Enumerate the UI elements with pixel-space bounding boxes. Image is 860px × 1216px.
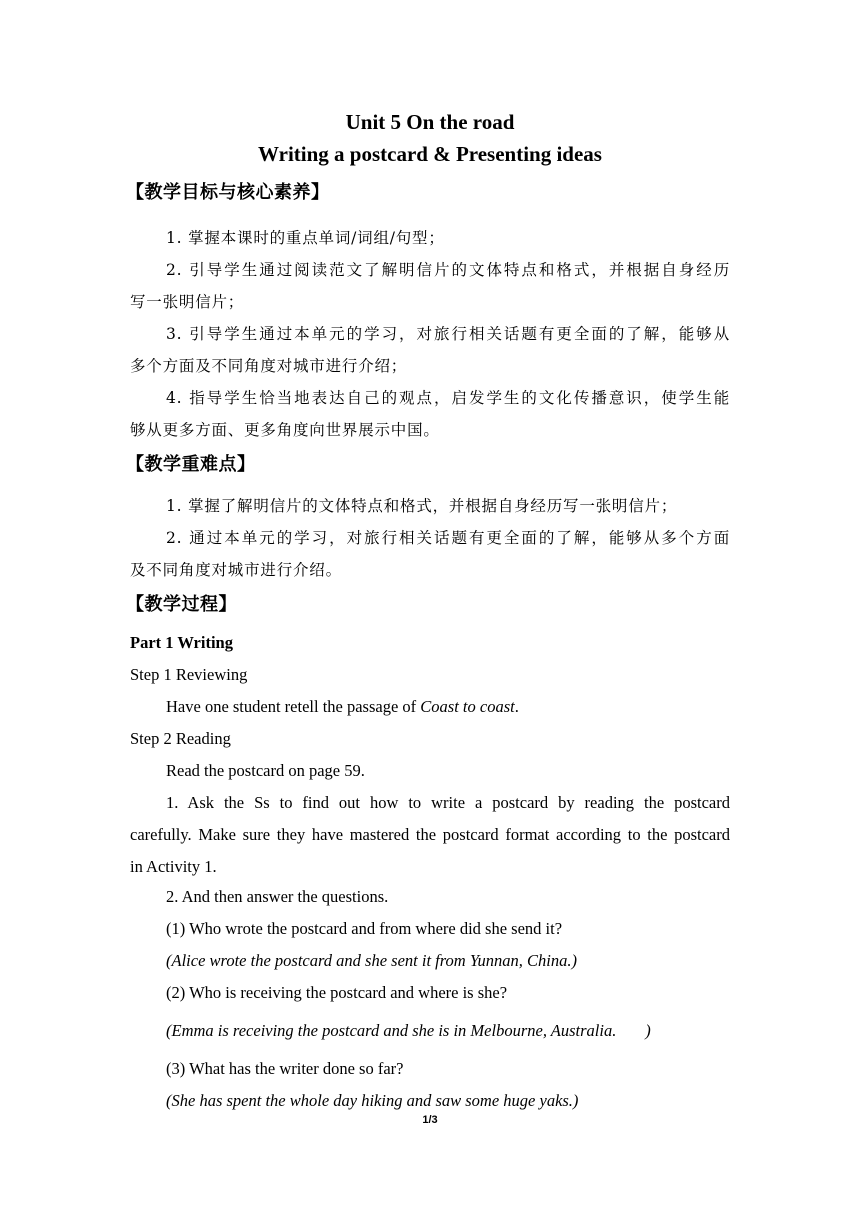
para-1-line-1: 1. Ask the Ss to find out how to write a postcard by reading the postcard: [166, 793, 730, 812]
objective-item-3-cont: 多个方面及不同角度对城市进行介绍；: [130, 357, 408, 375]
keypoint-item-2: 2. 通过本单元的学习，对旅行相关话题有更全面的了解，能够从多个方面: [166, 529, 730, 547]
step-1-text: [166, 697, 519, 717]
question-3: (3) What has the writer done so far?: [166, 1059, 404, 1078]
step-1-heading: Step 1 Reviewing: [130, 665, 248, 684]
objective-item-3: 3. 引导学生通过本单元的学习，对旅行相关话题有更全面的了解，能够从: [166, 325, 730, 343]
part-heading: Part 1 Writing: [130, 633, 233, 652]
doc-subtitle: Writing a postcard & Presenting ideas: [258, 142, 602, 166]
step-2-heading: Step 2 Reading: [130, 729, 231, 748]
objective-item-2: 2. 引导学生通过阅读范文了解明信片的文体特点和格式，并根据自身经历: [166, 261, 730, 279]
objective-item-4-cont: 够从更多方面、更多角度向世界展示中国。: [130, 421, 440, 439]
answer-3: (She has spent the whole day hiking and saw some huge yaks.): [166, 1091, 579, 1110]
keypoint-item-2-cont: 及不同角度对城市进行介绍。: [130, 561, 342, 579]
step-1-text-title: Coast to coast: [420, 697, 515, 716]
page-number: 1/3: [422, 1114, 438, 1126]
step-1-text-lead: Have one student retell the passage of: [166, 697, 421, 716]
objective-item-4: 4. 指导学生恰当地表达自己的观点，启发学生的文化传播意识，使学生能: [166, 389, 730, 407]
section-heading-process: 【教学过程】: [126, 594, 237, 615]
section-heading-keypoints: 【教学重难点】: [126, 454, 256, 475]
objective-item-1: 1. 掌握本课时的重点单词/词组/句型；: [166, 229, 445, 247]
step-1-text-end: .: [514, 697, 519, 716]
para-2: 2. And then answer the questions.: [166, 887, 389, 906]
answer-2: (Emma is receiving the postcard and she is in Melbourne, Australia. ): [166, 1021, 651, 1040]
question-1: (1) Who wrote the postcard and from where did she send it?: [166, 919, 563, 938]
question-2: (2) Who is receiving the postcard and where is she?: [166, 983, 508, 1002]
read-instruction: Read the postcard on page 59.: [166, 761, 365, 780]
answer-1: (Alice wrote the postcard and she sent it from Yunnan, China.): [166, 951, 577, 970]
section-heading-objectives: 【教学目标与核心素养】: [126, 182, 330, 203]
objective-item-2-cont: 写一张明信片；: [130, 293, 245, 311]
keypoint-item-1: 1. 掌握了解明信片的文体特点和格式，并根据自身经历写一张明信片；: [166, 497, 678, 515]
doc-title: Unit 5 On the road: [345, 110, 515, 134]
para-1-line-2: carefully. Make sure they have mastered the postcard format according to the postcard: [130, 825, 730, 844]
para-1-line-3: in Activity 1.: [130, 857, 217, 876]
